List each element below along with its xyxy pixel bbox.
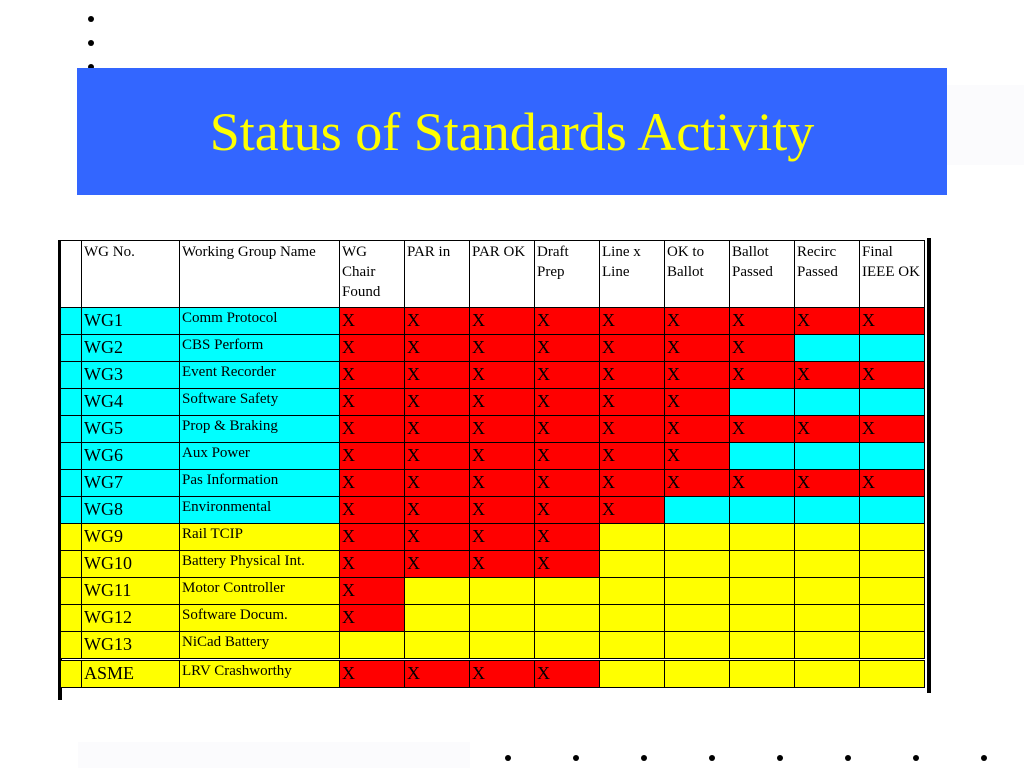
- column-header: OK to Ballot: [665, 241, 730, 308]
- column-header: Draft Prep: [535, 241, 600, 308]
- row-stub: [61, 443, 82, 470]
- status-cell: X: [600, 362, 665, 389]
- status-cell: [600, 660, 665, 688]
- status-cell: X: [795, 416, 860, 443]
- working-group-name-cell: Environmental: [180, 497, 340, 524]
- table-row: [61, 416, 925, 443]
- status-cell: [860, 497, 925, 524]
- status-cell: [860, 632, 925, 660]
- row-stub: [61, 605, 82, 632]
- title-bar: [77, 68, 947, 195]
- status-cell: [600, 578, 665, 605]
- working-group-name-cell: Motor Controller: [180, 578, 340, 605]
- status-cell: X: [665, 362, 730, 389]
- status-cell: X: [340, 389, 405, 416]
- row-stub: [61, 660, 82, 688]
- status-cell: X: [535, 308, 600, 335]
- wg-number-cell: WG5: [82, 416, 180, 443]
- bullet-dot: [505, 755, 511, 761]
- status-cell: X: [535, 335, 600, 362]
- wg-number-cell: WG3: [82, 362, 180, 389]
- wg-number-cell: WG8: [82, 497, 180, 524]
- status-cell: [665, 605, 730, 632]
- status-cell: X: [470, 660, 535, 688]
- bullet-dot: [777, 755, 783, 761]
- status-cell: [665, 551, 730, 578]
- status-cell: [795, 660, 860, 688]
- status-cell: [860, 578, 925, 605]
- column-header: PAR in: [405, 241, 470, 308]
- status-cell: X: [535, 660, 600, 688]
- status-cell: X: [405, 362, 470, 389]
- status-cell: X: [600, 389, 665, 416]
- status-cell: X: [340, 416, 405, 443]
- status-cell: X: [340, 497, 405, 524]
- bullet-dot: [88, 40, 94, 46]
- status-cell: X: [665, 389, 730, 416]
- row-stub: [61, 524, 82, 551]
- status-cell: [730, 524, 795, 551]
- working-group-name-cell: Pas Information: [180, 470, 340, 497]
- column-header: WG Chair Found: [340, 241, 405, 308]
- status-cell: X: [600, 335, 665, 362]
- status-cell: [730, 605, 795, 632]
- status-cell: X: [535, 362, 600, 389]
- working-group-name-cell: Software Safety: [180, 389, 340, 416]
- status-cell: X: [730, 308, 795, 335]
- status-cell: [340, 632, 405, 660]
- status-cell: [860, 605, 925, 632]
- wg-number-cell: WG11: [82, 578, 180, 605]
- row-stub: [61, 416, 82, 443]
- status-cell: [730, 632, 795, 660]
- status-cell: X: [340, 308, 405, 335]
- background-panel: [945, 85, 1024, 165]
- row-stub: [61, 551, 82, 578]
- bullet-dot: [981, 755, 987, 761]
- status-cell: [600, 632, 665, 660]
- column-header: Line x Line: [600, 241, 665, 308]
- table-row: [61, 389, 925, 416]
- working-group-name-cell: Prop & Braking: [180, 416, 340, 443]
- status-cell: [795, 389, 860, 416]
- table-row: [61, 308, 925, 335]
- status-cell: X: [665, 335, 730, 362]
- status-cell: X: [535, 551, 600, 578]
- slide-title: Status of Standards Activity: [209, 101, 815, 162]
- row-stub: [61, 362, 82, 389]
- status-cell: [795, 335, 860, 362]
- status-cell: X: [730, 416, 795, 443]
- status-cell: X: [340, 524, 405, 551]
- status-cell: [860, 524, 925, 551]
- wg-number-cell: WG2: [82, 335, 180, 362]
- working-group-name-cell: CBS Perform: [180, 335, 340, 362]
- column-header: PAR OK: [470, 241, 535, 308]
- status-cell: X: [405, 551, 470, 578]
- status-cell: [665, 660, 730, 688]
- status-cell: [665, 497, 730, 524]
- status-cell: [795, 632, 860, 660]
- column-header: WG No.: [82, 241, 180, 308]
- row-stub: [61, 308, 82, 335]
- status-cell: [795, 551, 860, 578]
- row-stub: [61, 335, 82, 362]
- status-cell: X: [405, 660, 470, 688]
- status-cell: X: [340, 605, 405, 632]
- working-group-name-cell: Software Docum.: [180, 605, 340, 632]
- table-row: [61, 605, 925, 632]
- status-cell: [665, 578, 730, 605]
- status-cell: [405, 578, 470, 605]
- status-cell: X: [665, 416, 730, 443]
- status-cell: X: [405, 497, 470, 524]
- working-group-name-cell: Rail TCIP: [180, 524, 340, 551]
- bullet-dot: [845, 755, 851, 761]
- status-cell: [470, 605, 535, 632]
- column-header: Ballot Passed: [730, 241, 795, 308]
- header-row: [61, 241, 925, 308]
- status-cell: [600, 605, 665, 632]
- wg-number-cell: WG7: [82, 470, 180, 497]
- table-row: [61, 470, 925, 497]
- status-cell: X: [340, 470, 405, 497]
- working-group-name-cell: LRV Crashworthy: [180, 660, 340, 688]
- status-cell: X: [535, 470, 600, 497]
- status-cell: X: [340, 335, 405, 362]
- status-cell: [405, 632, 470, 660]
- status-cell: [795, 605, 860, 632]
- status-cell: X: [860, 416, 925, 443]
- status-cell: [665, 632, 730, 660]
- wg-number-cell: ASME: [82, 660, 180, 688]
- status-cell: [600, 524, 665, 551]
- status-cell: X: [405, 335, 470, 362]
- row-stub: [61, 389, 82, 416]
- status-cell: X: [405, 470, 470, 497]
- wg-number-cell: WG1: [82, 308, 180, 335]
- status-cell: X: [470, 335, 535, 362]
- status-cell: X: [405, 416, 470, 443]
- table-row: [61, 362, 925, 389]
- status-cell: X: [730, 470, 795, 497]
- status-cell: [795, 578, 860, 605]
- status-cell: [730, 497, 795, 524]
- table-row: [61, 335, 925, 362]
- table-right-rule: [927, 238, 931, 693]
- status-cell: [665, 524, 730, 551]
- wg-number-cell: WG9: [82, 524, 180, 551]
- wg-number-cell: WG6: [82, 443, 180, 470]
- status-cell: X: [470, 362, 535, 389]
- status-cell: X: [860, 470, 925, 497]
- status-cell: [860, 551, 925, 578]
- status-cell: X: [795, 308, 860, 335]
- working-group-name-cell: Comm Protocol: [180, 308, 340, 335]
- status-cell: X: [535, 416, 600, 443]
- status-cell: X: [470, 470, 535, 497]
- status-cell: X: [860, 308, 925, 335]
- row-stub: [61, 632, 82, 660]
- status-cell: X: [600, 497, 665, 524]
- status-table: [60, 240, 925, 688]
- table-row: [61, 443, 925, 470]
- status-cell: [860, 335, 925, 362]
- status-cell: X: [340, 660, 405, 688]
- status-cell: X: [470, 443, 535, 470]
- table-row: [61, 551, 925, 578]
- status-cell: X: [470, 497, 535, 524]
- table-row: [61, 497, 925, 524]
- status-cell: X: [405, 443, 470, 470]
- bullet-dot: [573, 755, 579, 761]
- status-cell: X: [665, 443, 730, 470]
- status-cell: X: [600, 443, 665, 470]
- footer-panel: [78, 742, 470, 768]
- working-group-name-cell: Battery Physical Int.: [180, 551, 340, 578]
- status-cell: X: [665, 308, 730, 335]
- status-cell: X: [730, 335, 795, 362]
- status-cell: X: [405, 389, 470, 416]
- status-cell: X: [795, 362, 860, 389]
- status-cell: X: [600, 416, 665, 443]
- status-cell: X: [340, 551, 405, 578]
- column-header: Recirc Passed: [795, 241, 860, 308]
- status-cell: X: [535, 443, 600, 470]
- column-header: Final IEEE OK: [860, 241, 925, 308]
- status-cell: X: [535, 524, 600, 551]
- status-cell: [600, 551, 665, 578]
- bullet-dot: [709, 755, 715, 761]
- status-cell: X: [535, 497, 600, 524]
- status-cell: X: [405, 308, 470, 335]
- status-cell: X: [730, 362, 795, 389]
- table-body: [61, 308, 925, 688]
- working-group-name-cell: NiCad Battery: [180, 632, 340, 660]
- column-header: Working Group Name: [180, 241, 340, 308]
- wg-number-cell: WG4: [82, 389, 180, 416]
- wg-number-cell: WG12: [82, 605, 180, 632]
- status-cell: X: [600, 470, 665, 497]
- status-cell: [860, 443, 925, 470]
- status-cell: [535, 578, 600, 605]
- status-cell: [470, 632, 535, 660]
- status-cell: X: [470, 416, 535, 443]
- table-row: [61, 524, 925, 551]
- status-cell: X: [665, 470, 730, 497]
- status-cell: X: [340, 362, 405, 389]
- status-cell: [730, 443, 795, 470]
- status-cell: X: [795, 470, 860, 497]
- table-row: [61, 578, 925, 605]
- status-cell: [730, 660, 795, 688]
- status-cell: X: [470, 389, 535, 416]
- wg-number-cell: WG13: [82, 632, 180, 660]
- status-cell: [795, 497, 860, 524]
- table-row: [61, 660, 925, 688]
- status-cell: [535, 632, 600, 660]
- status-cell: [730, 551, 795, 578]
- status-cell: [730, 578, 795, 605]
- status-cell: [795, 524, 860, 551]
- status-cell: X: [470, 308, 535, 335]
- status-cell: X: [340, 443, 405, 470]
- table-row: [61, 632, 925, 660]
- status-cell: X: [860, 362, 925, 389]
- bullet-dot: [641, 755, 647, 761]
- bottom-bullet-row: [505, 755, 1005, 763]
- row-stub: [61, 578, 82, 605]
- working-group-name-cell: Aux Power: [180, 443, 340, 470]
- status-cell: X: [600, 308, 665, 335]
- status-cell: [470, 578, 535, 605]
- status-cell: [860, 389, 925, 416]
- status-cell: X: [405, 524, 470, 551]
- status-cell: X: [535, 389, 600, 416]
- status-cell: [405, 605, 470, 632]
- bullet-dot: [88, 16, 94, 22]
- status-cell: [730, 389, 795, 416]
- status-cell: X: [470, 524, 535, 551]
- wg-number-cell: WG10: [82, 551, 180, 578]
- working-group-name-cell: Event Recorder: [180, 362, 340, 389]
- row-stub: [61, 470, 82, 497]
- status-cell: X: [340, 578, 405, 605]
- status-cell: [860, 660, 925, 688]
- header-stub: [61, 241, 82, 308]
- bullet-dot: [913, 755, 919, 761]
- status-cell: X: [470, 551, 535, 578]
- row-stub: [61, 497, 82, 524]
- status-cell: [535, 605, 600, 632]
- status-cell: [795, 443, 860, 470]
